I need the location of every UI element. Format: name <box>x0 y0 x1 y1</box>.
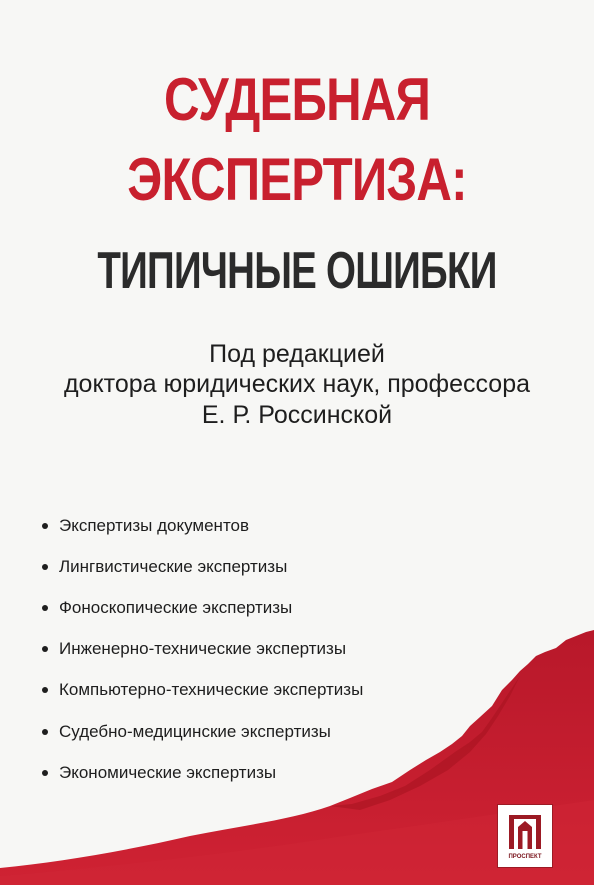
topic-label: Фоноскопические экспертизы <box>59 597 293 617</box>
topic-list <box>42 505 363 793</box>
publisher-name: ПРОСПЕКТ <box>508 854 542 860</box>
bullet-icon <box>42 687 48 693</box>
title-line-2: ЭКСПЕРТИЗА: <box>127 146 467 213</box>
title-line-1: СУДЕБНАЯ <box>163 66 431 133</box>
editor-line-3: Е. Р. Россинской <box>201 401 393 429</box>
list-item <box>42 670 363 711</box>
bullet-icon <box>42 729 48 735</box>
bullet-icon <box>42 605 48 611</box>
publisher-logo <box>497 804 553 868</box>
bullet-icon <box>42 564 48 570</box>
list-item <box>42 752 363 793</box>
topic-label: Компьютерно-технические экспертизы <box>59 680 364 700</box>
list-item <box>42 505 363 546</box>
bullet-icon <box>42 770 48 776</box>
list-item <box>42 546 363 587</box>
editor-line-1: Под редакцией <box>209 340 385 368</box>
topic-label: Экспертизы документов <box>59 515 250 535</box>
bullet-icon <box>42 523 48 529</box>
topic-label: Экономические экспертизы <box>59 762 277 782</box>
topic-label: Судебно-медицинские экспертизы <box>59 721 331 741</box>
topic-label: Лингвистические экспертизы <box>59 556 288 576</box>
topic-label: Инженерно-технические экспертизы <box>59 639 347 659</box>
bullet-icon <box>42 646 48 652</box>
list-item <box>42 629 363 670</box>
list-item <box>42 711 363 752</box>
list-item <box>42 587 363 628</box>
editor-line-2: доктора юридических наук, профессора <box>63 370 531 398</box>
tower-icon <box>498 805 552 853</box>
subtitle: ТИПИЧНЫЕ ОШИБКИ <box>97 242 497 300</box>
